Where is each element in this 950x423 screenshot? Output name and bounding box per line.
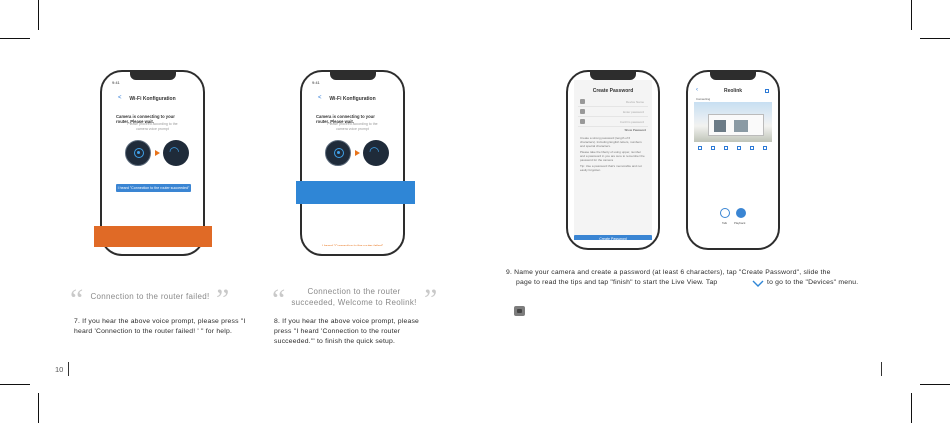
phone-3 — [566, 70, 660, 250]
phone-notch — [710, 71, 756, 80]
voice-prompt-failed: Connection to the router failed! — [90, 292, 210, 301]
form-row[interactable] — [578, 118, 648, 127]
lock-icon — [580, 119, 585, 124]
audio-icon[interactable] — [724, 146, 728, 150]
crop-mark-top-left-h — [0, 38, 30, 39]
orange-highlight-bar — [94, 226, 212, 247]
connect-hint: Please proceed according to the camera voice prompt — [327, 122, 378, 131]
arrow-icon — [155, 150, 160, 156]
spotlight-icon[interactable] — [750, 146, 754, 150]
crop-mark-top-right-h — [920, 38, 950, 39]
page-number-divider — [68, 362, 69, 376]
step-7-text: 7. If you hear the above voice prompt, please press "I heard 'Connection to the router failed! ' " for help. — [74, 318, 246, 335]
crop-mark-bottom-left-h — [0, 384, 30, 385]
tip-text: Create a strong password (length of 6 characters). Including English letters, numbers and special characters. — [580, 136, 642, 148]
open-quote-mark: “ — [272, 283, 286, 316]
nav-title: Create Password — [592, 88, 634, 94]
talk-label: Talk — [722, 221, 727, 225]
connect-prompt: Camera is connecting to your router. Please wait. — [116, 114, 175, 124]
wifi-router-icon: ◠ — [363, 140, 389, 166]
step-9-line-2a: page to read the tips and tap "finish" to start the Live View. Tap — [516, 279, 718, 286]
heard-success-button[interactable]: I heard "Connection to the router succeeded" — [117, 186, 190, 190]
status-time: 9:41 — [112, 80, 120, 85]
page-number: 10 — [55, 365, 64, 374]
voice-prompt-succeeded: Connection to the router succeeded, Welcome to Reolink! — [291, 287, 417, 307]
connection-status: Connecting — [696, 97, 711, 101]
back-button[interactable]: ‹ — [696, 87, 698, 93]
status-time: 9:41 — [312, 80, 320, 85]
crop-mark-bottom-right-h — [920, 384, 950, 385]
nav-title: Wi-Fi Konfiguration — [329, 96, 376, 102]
phone-2 — [300, 70, 405, 256]
form-row-label: Device Name — [625, 100, 644, 104]
form-row[interactable] — [578, 98, 648, 107]
camera-icon — [125, 140, 151, 166]
phone-4 — [686, 70, 780, 250]
nav-title: Wi-Fi Konfiguration — [129, 96, 176, 102]
fullscreen-icon[interactable] — [763, 146, 767, 150]
connect-hint: Please proceed according to the camera voice prompt — [127, 122, 178, 131]
back-button[interactable]: < — [118, 95, 122, 101]
blue-highlight-bar — [296, 181, 415, 204]
status-bar — [112, 80, 193, 86]
chevron-down-icon — [752, 280, 764, 287]
talk-button[interactable] — [720, 208, 730, 218]
step-9-line-2b: to go to the "Devices" menu. — [767, 279, 859, 286]
phone-notch — [590, 71, 636, 80]
right-margin-divider — [881, 362, 882, 376]
form-row-label: Enter password — [623, 110, 644, 114]
settings-icon[interactable] — [765, 89, 769, 93]
heard-failed-link[interactable]: I heard "Connection to the router failed" — [321, 244, 384, 246]
open-quote-mark: “ — [70, 283, 84, 316]
close-quote-mark: ” — [424, 283, 438, 316]
phone-1-screen — [108, 80, 197, 246]
crop-mark-bottom-left-v — [38, 393, 39, 423]
snapshot-icon[interactable] — [698, 146, 702, 150]
nav-title: Reolink — [723, 88, 743, 94]
connect-prompt: Camera is connecting to your router. Please wait. — [316, 114, 375, 124]
tip-text: Tip: Use a password that's memorable and not easily forgotten — [580, 164, 642, 172]
playback-button[interactable] — [736, 208, 746, 218]
live-view-image — [694, 102, 772, 142]
lock-icon — [580, 109, 585, 114]
camera-icon — [325, 140, 351, 166]
show-password-toggle[interactable]: Show Password — [624, 128, 646, 132]
wifi-router-icon: ◠ — [163, 140, 189, 166]
close-quote-mark: ” — [216, 283, 230, 316]
create-password-button[interactable]: Create Password — [574, 235, 652, 240]
quality-icon[interactable] — [737, 146, 741, 150]
crop-mark-top-right-v — [911, 0, 912, 30]
form-row[interactable] — [578, 108, 648, 117]
playback-label: Playback — [734, 221, 746, 225]
phone-4-screen — [694, 80, 772, 240]
phone-notch — [130, 71, 176, 80]
back-button[interactable]: < — [318, 95, 322, 101]
tip-text: Please take the liberty of using upper, number and a password in you are sure to remember the password for the camera — [580, 150, 645, 162]
camera-small-icon — [580, 99, 585, 104]
crop-mark-top-left-v — [38, 0, 39, 30]
form-row-label: Confirm password — [619, 120, 644, 124]
crop-mark-bottom-right-v — [911, 393, 912, 423]
step-8-text: 8. If you hear the above voice prompt, please press "I heard 'Connection to the router succeeded.'" to finish the quick setup. — [274, 318, 420, 345]
record-icon[interactable] — [711, 146, 715, 150]
step-9-line-1: 9. Name your camera and create a password (at least 6 characters), tap "Create Password", slide the — [506, 269, 831, 276]
phone-notch — [330, 71, 376, 80]
phone-2-screen — [308, 80, 397, 246]
camera-device-icon — [514, 306, 525, 316]
status-bar — [312, 80, 393, 86]
phone-3-screen — [574, 80, 652, 240]
arrow-icon — [355, 150, 360, 156]
